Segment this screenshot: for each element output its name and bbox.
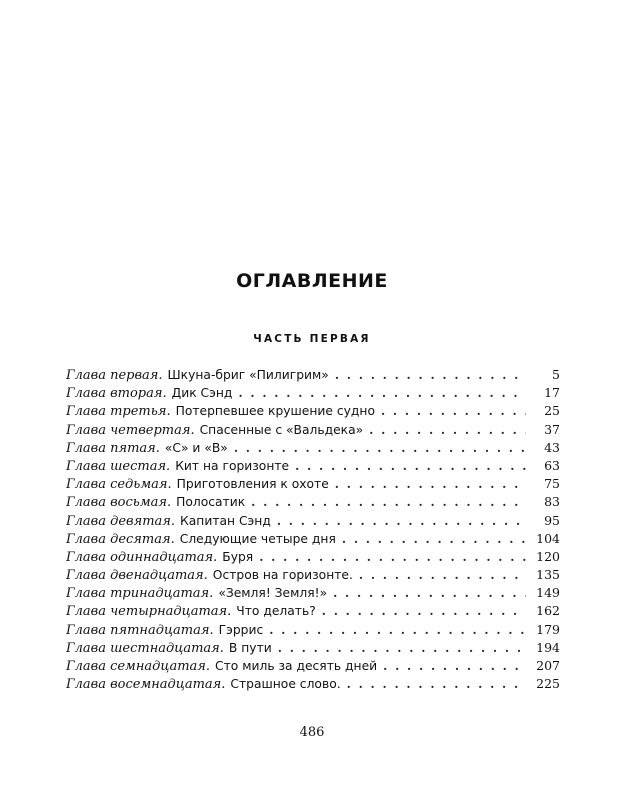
toc-row xyxy=(66,621,560,639)
chapter-title: Остров на горизонте. xyxy=(212,568,353,583)
chapter-page-number: 83 xyxy=(544,494,560,510)
dot-leader xyxy=(335,475,526,493)
toc-row xyxy=(66,493,560,511)
toc-row xyxy=(66,439,560,457)
chapter-page-number: 194 xyxy=(536,639,560,655)
dot-leader xyxy=(342,530,526,548)
chapter-label: Глава четвертая. xyxy=(66,422,195,438)
chapter-page-number: 104 xyxy=(536,530,560,546)
chapter-title: Потерпевшее крушение судно xyxy=(175,404,375,419)
toc-row xyxy=(66,657,560,675)
dot-leader xyxy=(278,639,526,657)
chapter-page-number: 37 xyxy=(544,421,560,437)
toc-row xyxy=(66,548,560,566)
chapter-page-number: 225 xyxy=(536,676,560,692)
dot-leader xyxy=(333,584,526,602)
chapter-label: Глава десятая. xyxy=(66,531,175,547)
dot-leader xyxy=(269,621,526,639)
chapter-page-number: 179 xyxy=(536,621,560,637)
toc-row xyxy=(66,366,560,384)
toc-row xyxy=(66,384,560,402)
chapter-label: Глава первая. xyxy=(66,368,163,383)
chapter-title: Дик Сэнд xyxy=(171,386,233,401)
chapter-page-number: 43 xyxy=(544,439,560,455)
chapter-title: В пути xyxy=(228,640,272,655)
chapter-label: Глава вторая. xyxy=(66,386,167,402)
toc-row xyxy=(66,402,560,420)
dot-leader xyxy=(359,566,526,584)
dot-leader xyxy=(251,493,526,511)
chapter-title: Гэррис xyxy=(218,622,264,637)
folio-page-number: 486 xyxy=(299,725,325,740)
page-title: ОГЛАВЛЕНИЕ xyxy=(236,270,388,292)
chapter-label: Глава пятнадцатая. xyxy=(66,622,214,638)
chapter-page-number: 149 xyxy=(536,585,560,601)
toc-row xyxy=(66,566,560,584)
toc-row xyxy=(66,639,560,657)
toc-row xyxy=(66,421,560,439)
chapter-title: Буря xyxy=(222,549,254,564)
dot-leader xyxy=(369,421,526,439)
dot-leader xyxy=(381,402,526,420)
chapter-title: Что делать? xyxy=(236,604,316,619)
chapter-page-number: 17 xyxy=(544,385,560,401)
chapter-title: Сто миль за десять дней xyxy=(215,659,378,673)
toc-row xyxy=(66,457,560,475)
chapter-label: Глава одиннадцатая. xyxy=(66,549,218,565)
chapter-title: Следующие четыре дня xyxy=(179,531,336,546)
chapter-page-number: 25 xyxy=(544,403,560,419)
chapter-label: Глава пятая. xyxy=(66,440,160,456)
toc-row xyxy=(66,475,560,493)
toc-row xyxy=(66,602,560,620)
toc-row xyxy=(66,675,560,693)
toc-row xyxy=(66,584,560,602)
chapter-label: Глава четырнадцатая. xyxy=(66,604,232,620)
chapter-label: Глава девятая. xyxy=(66,513,176,529)
part-heading: ЧАСТЬ ПЕРВАЯ xyxy=(253,333,371,345)
chapter-title: Страшное слово. xyxy=(230,677,341,692)
chapter-label: Глава восьмая. xyxy=(66,495,172,511)
chapter-page-number: 120 xyxy=(536,548,560,564)
chapter-label: Глава шестая. xyxy=(66,458,171,474)
dot-leader xyxy=(295,457,526,475)
chapter-page-number: 207 xyxy=(536,658,560,673)
dot-leader xyxy=(347,675,526,693)
dot-leader xyxy=(322,602,526,620)
chapter-title: «Земля! Земля!» xyxy=(218,586,328,601)
dot-leader xyxy=(234,439,526,457)
dot-leader xyxy=(383,657,526,675)
chapter-title: Капитан Сэнд xyxy=(180,513,271,528)
chapter-label: Глава третья. xyxy=(66,404,171,420)
chapter-label: Глава тринадцатая. xyxy=(66,586,214,602)
chapter-label: Глава семнадцатая. xyxy=(66,659,211,674)
chapter-title: Приготовления к охоте xyxy=(176,477,329,492)
chapter-title: Полосатик xyxy=(176,495,246,510)
chapter-label: Глава восемнадцатая. xyxy=(66,677,226,693)
chapter-label: Глава двенадцатая. xyxy=(66,568,208,584)
table-of-contents xyxy=(66,366,560,693)
dot-leader xyxy=(259,548,526,566)
toc-row xyxy=(66,530,560,548)
chapter-title: Кит на горизонте xyxy=(175,458,290,473)
chapter-label: Глава седьмая. xyxy=(66,477,172,493)
chapter-page-number: 135 xyxy=(536,567,560,583)
chapter-title: Спасенные с «Вальдека» xyxy=(199,422,364,437)
toc-row xyxy=(66,512,560,530)
chapter-title: Шкуна-бриг «Пилигрим» xyxy=(167,368,329,382)
chapter-page-number: 75 xyxy=(544,476,560,492)
chapter-title: «С» и «В» xyxy=(164,440,228,455)
chapter-label: Глава шестнадцатая. xyxy=(66,640,224,656)
chapter-page-number: 95 xyxy=(544,512,560,528)
chapter-page-number: 5 xyxy=(552,367,560,382)
chapter-page-number: 162 xyxy=(536,603,560,619)
dot-leader xyxy=(335,366,526,384)
chapter-page-number: 63 xyxy=(544,457,560,473)
dot-leader xyxy=(277,512,526,530)
dot-leader xyxy=(238,384,526,402)
